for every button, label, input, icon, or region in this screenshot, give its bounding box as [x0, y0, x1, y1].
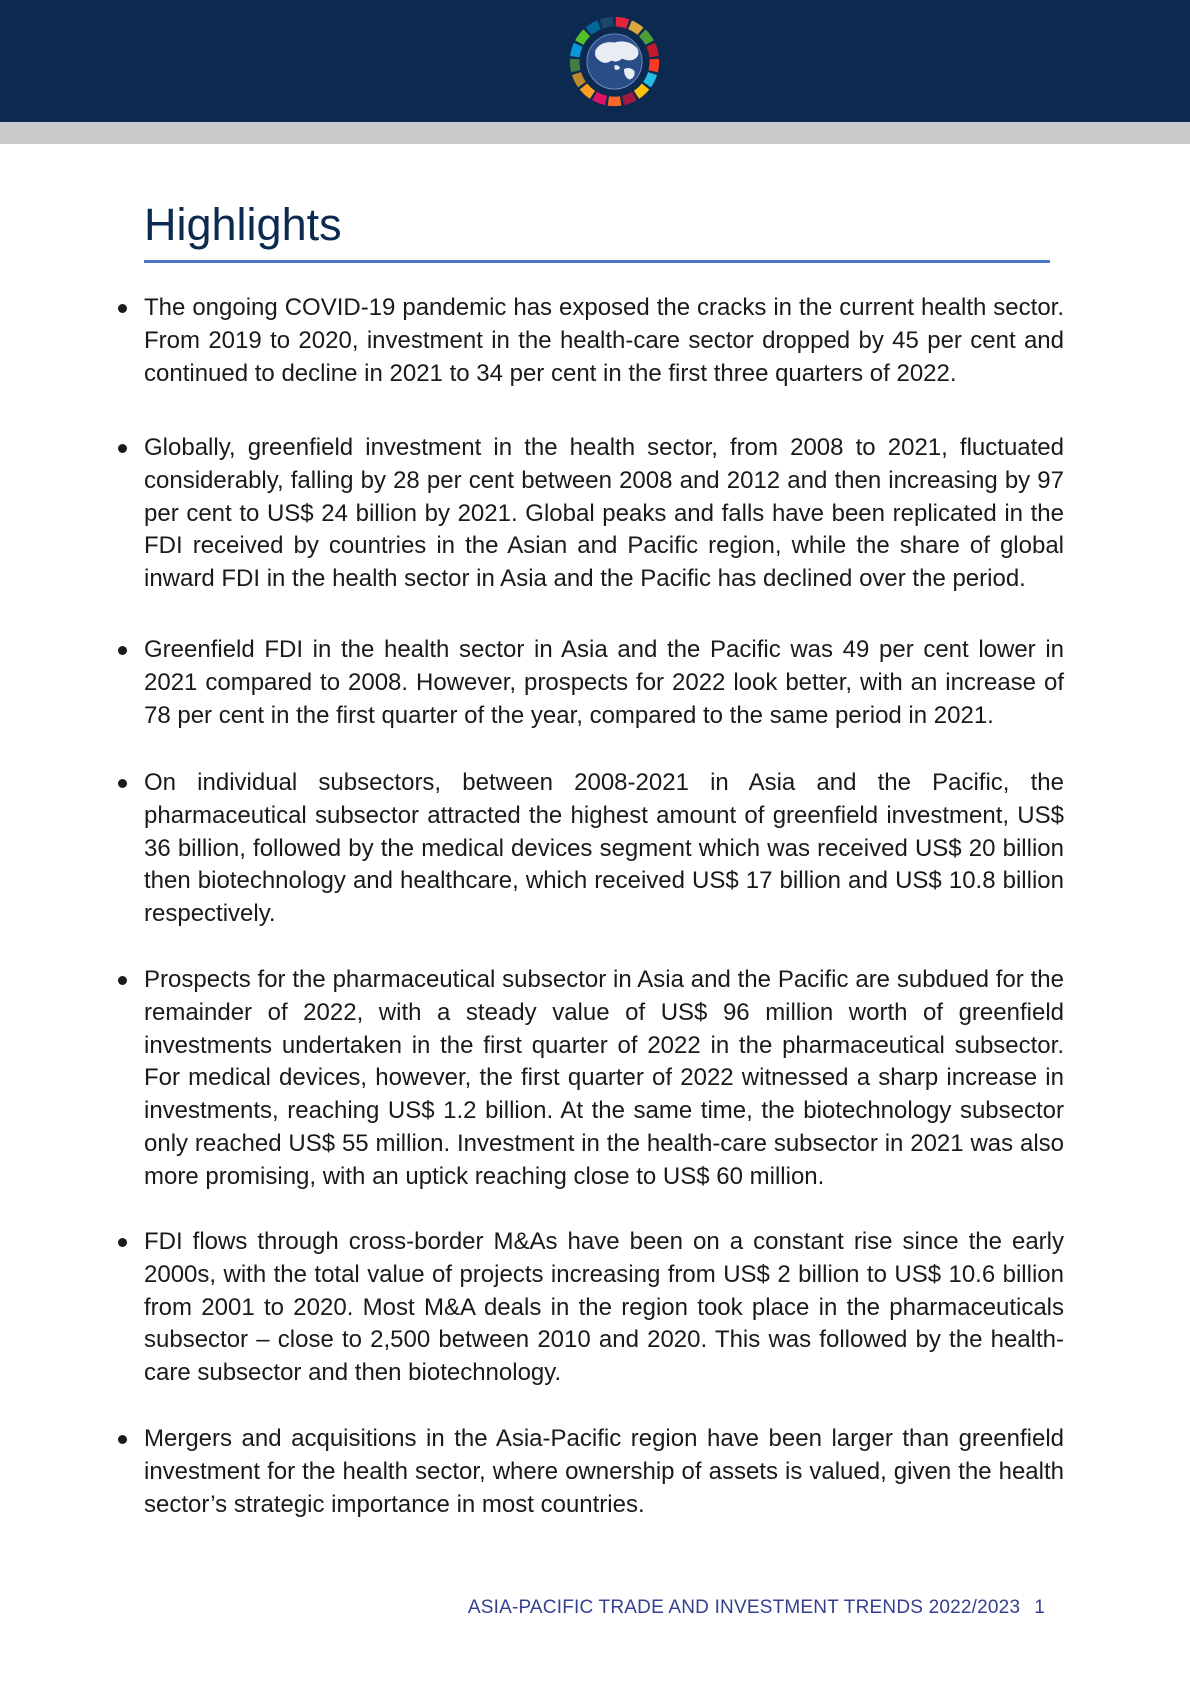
- bullet-text: FDI flows through cross-border M&As have been on a constant rise since the early 2000s, with the total value of projects increasing from US$ 2 billion to US$ 10.6 billion from 2001 to 2020. Most M&A deals in the region took place in the pharmaceuticals subsector – close to 2,500 between 2010 and 2020. This was followed by the health-care subsector and then biotechnology.: [144, 1228, 1064, 1387]
- bullet-text: Mergers and acquisitions in the Asia-Pacific region have been larger than greenfield investment for the health sector, where ownership of assets is valued, given the health sector’s strategic importance in most countries.: [144, 1425, 1064, 1518]
- bullet-icon: [118, 304, 127, 313]
- bullet-icon: [118, 1435, 127, 1444]
- bullet-icon: [118, 976, 127, 985]
- bullet-text: Globally, greenfield investment in the health sector, from 2008 to 2021, fluctuated considerably, falling by 28 per cent between 2008 and 2012 and then increasing by 97 per cent to US$ 24 billion by 2021. Global peaks and falls have been replicated in the FDI received by countries in the Asian and Pacific region, while the share of global inward FDI in the health sector in Asia and the Pacific has declined over the period.: [144, 434, 1064, 593]
- bullet-icon: [118, 779, 127, 788]
- page-footer: [468, 1597, 1045, 1619]
- bullet-text: Prospects for the pharmaceutical subsector in Asia and the Pacific are subdued for the remainder of 2022, with a steady value of US$ 96 million worth of greenfield investments undertaken in the first quarter of 2022 in the pharmaceutical subsector. For medical devices, however, the first quarter of 2022 witnessed a sharp increase in investments, reaching US$ 1.2 billion. At the same time, the biotechnology subsector only reached US$ 55 million. Investment in the health-care subsector in 2021 was also more promising, with an uptick reaching close to US$ 60 million.: [144, 966, 1064, 1190]
- list-item: [144, 964, 1064, 1194]
- footer-title: ASIA-PACIFIC TRADE AND INVESTMENT TRENDS 2022/2023: [467, 1597, 1021, 1618]
- list-item: [144, 432, 1064, 596]
- bullet-icon: [118, 646, 127, 655]
- list-item: [144, 767, 1064, 931]
- bullet-text: The ongoing COVID-19 pandemic has exposed the cracks in the current health sector. From 2019 to 2020, investment in the health-care sector dropped by 45 per cent and continued to decline in 2021 to 34 per cent in the first three quarters of 2022.: [144, 294, 1064, 387]
- list-item: [144, 634, 1064, 732]
- bullet-icon: [118, 444, 127, 453]
- page-number: 1: [1034, 1597, 1045, 1618]
- page-title: Highlights: [144, 199, 342, 250]
- list-item: [144, 292, 1064, 390]
- bullet-text: Greenfield FDI in the health sector in Asia and the Pacific was 49 per cent lower in 2021 compared to 2008. However, prospects for 2022 look better, with an increase of 78 per cent in the first quarter of the year, compared to the same period in 2021.: [144, 636, 1064, 729]
- bullet-text: On individual subsectors, between 2008-2021 in Asia and the Pacific, the pharmaceutical subsector attracted the highest amount of greenfield investment, US$ 36 billion, followed by the medical devices segment which was received US$ 20 billion then biotechnology and healthcare, which received US$ 17 billion and US$ 10.8 billion respectively.: [144, 769, 1064, 928]
- bullet-icon: [118, 1238, 127, 1247]
- list-item: [144, 1423, 1064, 1521]
- list-item: [144, 1226, 1064, 1390]
